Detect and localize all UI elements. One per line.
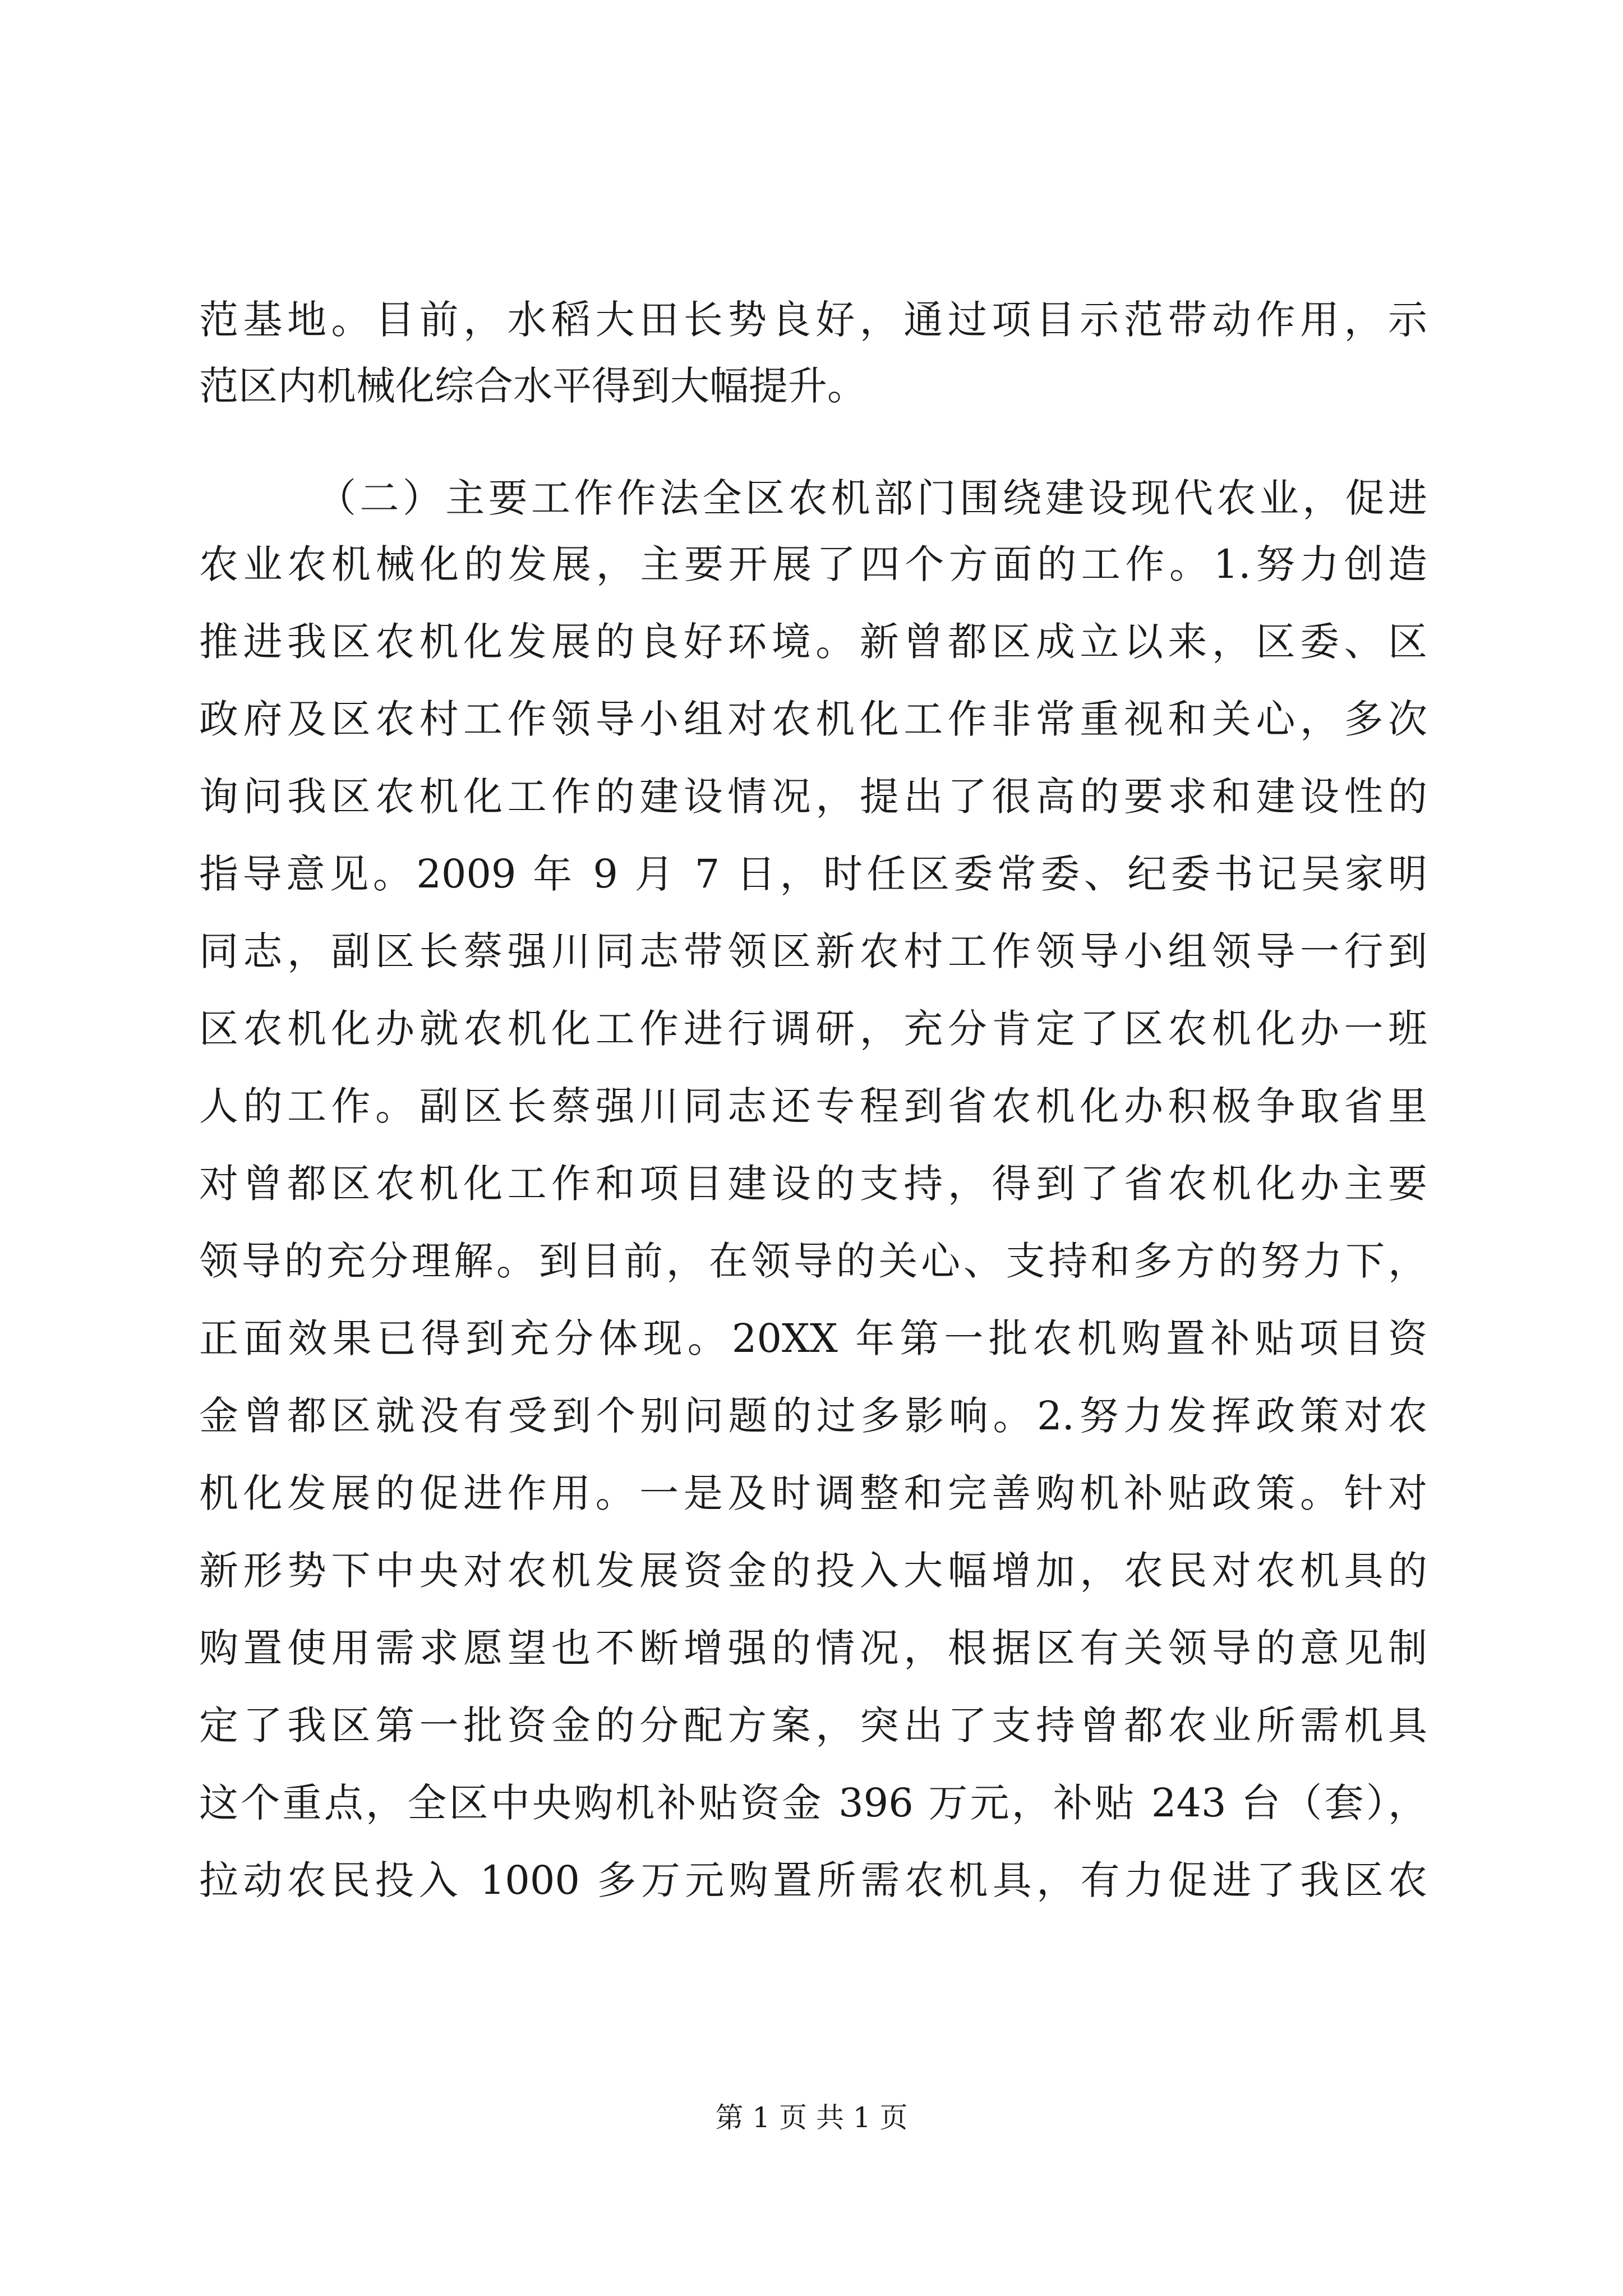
page-number-footer: 第 1 页 共 1 页: [715, 2101, 908, 2134]
text-line-10: 区农机化办就农机化工作进行调研，充分肯定了区农机化办一班: [199, 1006, 1427, 1052]
text-line-6: 政府及区农村工作领导小组对农机化工作非常重视和关心，多次: [199, 696, 1427, 742]
text-line-5: 推进我区农机化发展的良好环境。新曾都区成立以来，区委、区: [199, 619, 1427, 665]
text-line-2: 范区内机械化综合水平得到大幅提升。: [199, 363, 866, 409]
text-line-7: 询问我区农机化工作的建设情况，提出了很高的要求和建设性的: [199, 774, 1427, 820]
text-line-19: 定了我区第一批资金的分配方案，突出了支持曾都农业所需机具: [199, 1703, 1427, 1749]
text-line-13: 领导的充分理解。到目前，在领导的关心、支持和多方的努力下，: [199, 1238, 1427, 1284]
text-line-3: （二）主要工作作法全区农机部门围绕建设现代农业，促进: [317, 475, 1427, 521]
text-line-11: 人的工作。副区长蔡强川同志还专程到省农机化办积极争取省里: [199, 1083, 1427, 1129]
text-line-8: 指导意见。2009 年 9 月 7 日，时任区委常委、纪委书记吴家明: [199, 851, 1427, 897]
text-line-20: 这个重点，全区中央购机补贴资金 396 万元，补贴 243 台（套），: [199, 1780, 1427, 1826]
text-line-9: 同志，副区长蔡强川同志带领区新农村工作领导小组领导一行到: [199, 928, 1427, 974]
text-line-1: 范基地。目前，水稻大田长势良好，通过项目示范带动作用，示: [199, 297, 1427, 343]
text-line-21: 拉动农民投入 1000 多万元购置所需农机具，有力促进了我区农: [199, 1857, 1427, 1903]
text-line-14: 正面效果已得到充分体现。20XX 年第一批农机购置补贴项目资: [199, 1315, 1427, 1361]
text-line-4: 农业农机械化的发展，主要开展了四个方面的工作。1.努力创造: [199, 541, 1427, 587]
text-line-16: 机化发展的促进作用。一是及时调整和完善购机补贴政策。针对: [199, 1470, 1427, 1516]
text-line-12: 对曾都区农机化工作和项目建设的支持，得到了省农机化办主要: [199, 1161, 1427, 1207]
text-line-17: 新形势下中央对农机发展资金的投入大幅增加，农民对农机具的: [199, 1548, 1427, 1594]
text-line-15: 金曾都区就没有受到个别问题的过多影响。2.努力发挥政策对农: [199, 1393, 1427, 1439]
text-line-18: 购置使用需求愿望也不断增强的情况，根据区有关领导的意见制: [199, 1625, 1427, 1671]
